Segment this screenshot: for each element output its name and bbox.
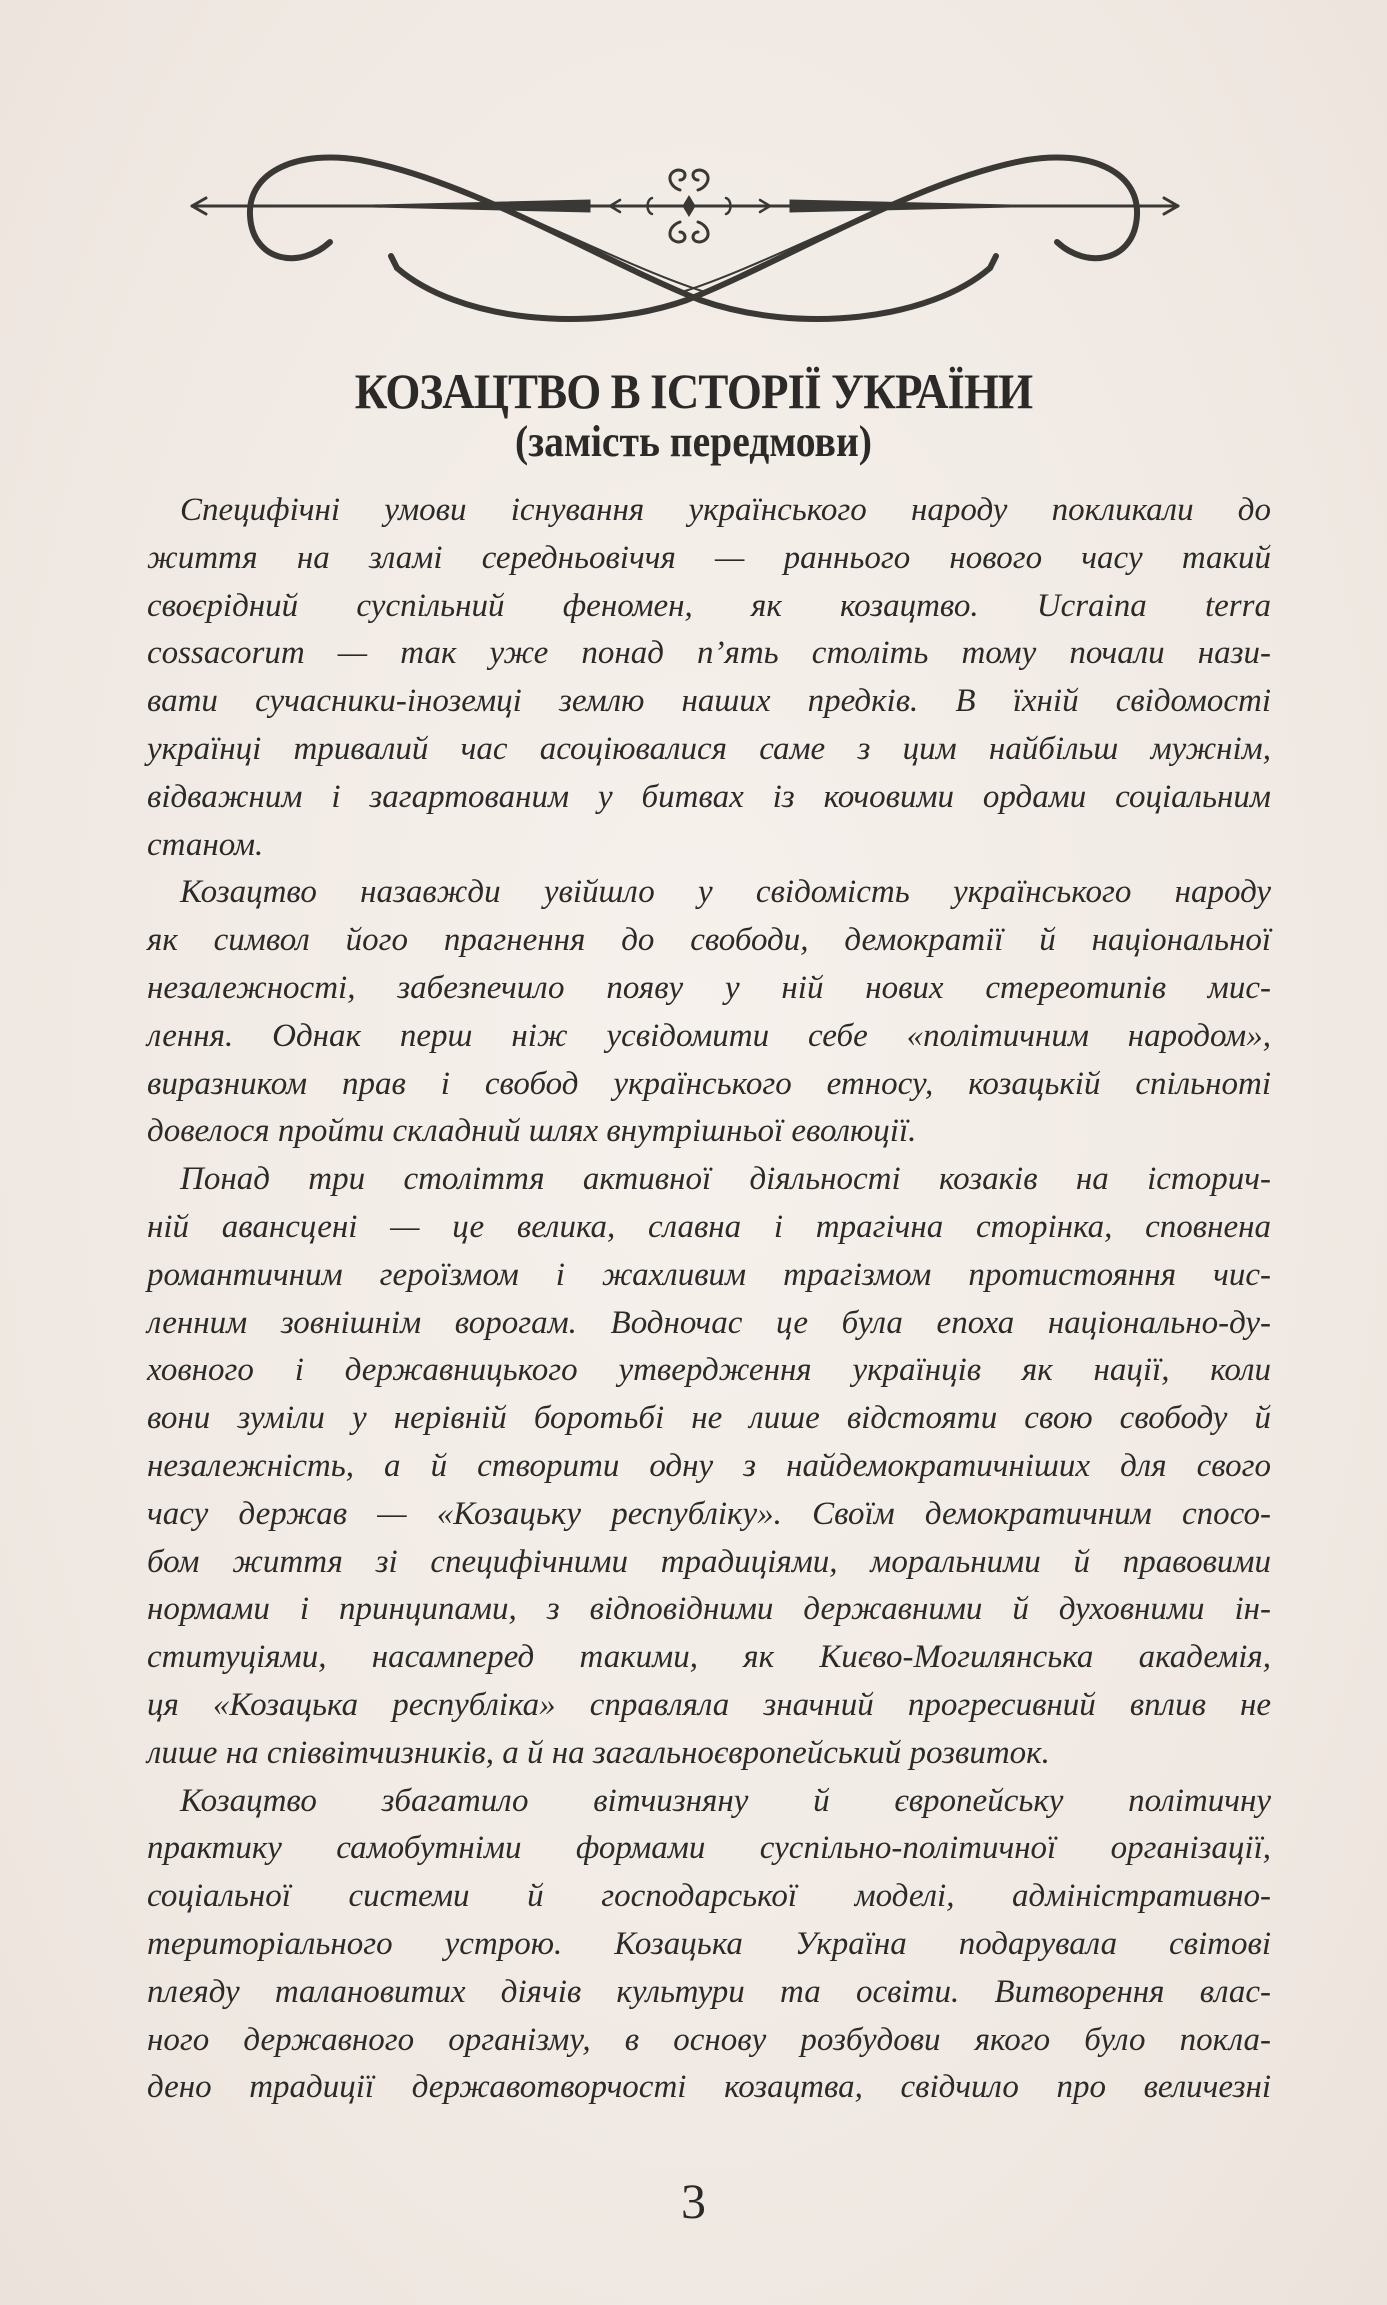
body-text xyxy=(147,487,1271,2112)
text-line: дено традиції державотворчості козацтва, свідчило про величезні xyxy=(147,2069,1271,2106)
text-line: як символ його прагнення до свободи, демократії й національної xyxy=(147,922,1271,959)
text-line: нормами і принципами, з відповідними державними й духовними ін- xyxy=(147,1591,1271,1628)
text-line: довелося пройти складний шлях внутрішньої еволюції. xyxy=(147,1113,917,1150)
paragraph xyxy=(147,1156,1271,1777)
text-line: часу держав — «Козацьку республіку». Своїм демократичним спосо- xyxy=(147,1495,1271,1532)
text-line: ховного і державницького утвердження українців як нації, коли xyxy=(147,1352,1271,1389)
text-line: ній авансцені — це велика, славна і трагічна сторінка, сповнена xyxy=(147,1208,1271,1245)
paragraph xyxy=(147,1778,1271,2113)
text-line: Специфічні умови існування українського народу покликали до xyxy=(180,492,1271,528)
chapter-subtitle: (замість передмови) xyxy=(515,417,872,466)
text-line: життя на зламі середньовіччя — раннього нового часу такий xyxy=(147,539,1271,576)
text-line: ця «Козацька республіка» справляла значний прогресивний вплив не xyxy=(147,1686,1271,1723)
text-line: станом. xyxy=(147,826,264,863)
text-line: Козацтво збагатило вітчизняну й європейську політичну xyxy=(180,1782,1271,1819)
text-line: cossacorum — так уже понад п’ять століть тому почали нази- xyxy=(147,635,1271,672)
text-line: ленним зовнішнім ворогам. Водночас це була епоха національно-ду- xyxy=(147,1304,1271,1341)
text-line: незалежність, а й створити одну з найдемократичніших для свого xyxy=(147,1447,1271,1484)
chapter-title: КОЗАЦТВО В ІСТОРІЇ УКРАЇНИ xyxy=(354,363,1033,419)
text-line: соціальної системи й господарської моделі, адміністративно- xyxy=(147,1878,1271,1915)
page-number: 3 xyxy=(681,2173,706,2229)
text-line: територіального устрою. Козацька Україна подарувала світові xyxy=(147,1925,1271,1962)
text-line: своєрідний суспільний феномен, як козацтво. Ucraina terra xyxy=(147,587,1271,624)
text-line: незалежності, забезпечило появу у ній нових стереотипів мис- xyxy=(147,969,1271,1006)
text-line: виразником прав і свобод українського етносу, козацькій спільноті xyxy=(147,1065,1271,1102)
text-line: вони зуміли у нерівній боротьбі не лише відстояти свою свободу й xyxy=(147,1400,1271,1437)
text-line: Понад три століття активної діяльності козаків на історич- xyxy=(180,1161,1271,1198)
text-line: ституціями, насамперед такими, як Києво-Могилянська академія, xyxy=(147,1639,1271,1676)
flourish-divider-icon xyxy=(0,0,1387,330)
text-line: вати сучасники-іноземці землю наших предків. В їхній свідомості xyxy=(147,683,1271,720)
text-line: плеяду талановитих діячів культури та освіти. Витворення влас- xyxy=(147,1973,1271,2010)
text-line: бом життя зі специфічними традиціями, моральними й правовими xyxy=(147,1543,1271,1580)
paragraph xyxy=(147,487,1271,869)
text-line: лише на співвітчизників, а й на загальноєвропейський розвиток. xyxy=(147,1734,1050,1771)
text-line: лення. Однак перш ніж усвідомити себе «політичним народом», xyxy=(147,1017,1271,1054)
text-line: відважним і загартованим у битвах із кочовими ордами соціальним xyxy=(147,778,1271,815)
text-line: практику самобутніми формами суспільно-політичної організації, xyxy=(147,1830,1271,1867)
text-line: українці тривалий час асоціювалися саме з цим найбільш мужнім, xyxy=(147,730,1271,767)
paragraph xyxy=(147,869,1271,1156)
text-line: романтичним героїзмом і жахливим трагізмом протистояння чис- xyxy=(147,1256,1271,1293)
text-line: ного державного організму, в основу розбудови якого було покла- xyxy=(147,2021,1271,2058)
text-line: Козацтво назавжди увійшло у свідомість українського народу xyxy=(180,874,1271,911)
